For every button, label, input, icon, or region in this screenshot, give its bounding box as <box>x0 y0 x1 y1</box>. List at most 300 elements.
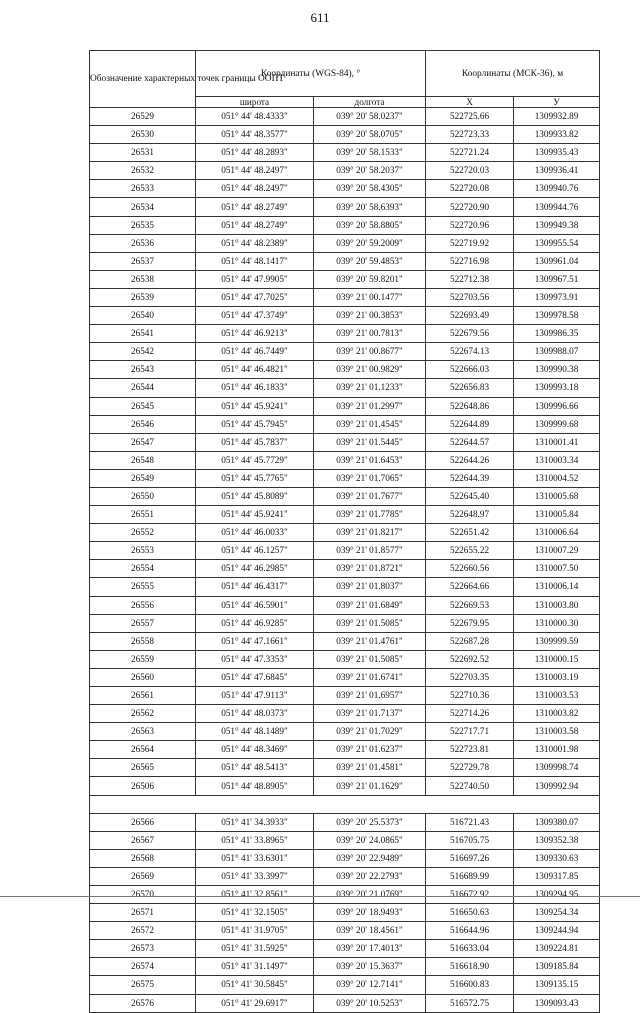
longitude-cell: 039° 20' 58.0705" <box>314 126 426 144</box>
latitude-cell: 051° 44' 47.1661" <box>196 632 314 650</box>
y-cell: 1309135.15 <box>514 976 600 994</box>
y-cell: 1310006.14 <box>514 578 600 596</box>
longitude-cell: 039° 20' 58.1533" <box>314 144 426 162</box>
longitude-cell: 039° 21' 01.6957" <box>314 687 426 705</box>
longitude-cell: 039° 20' 18.9493" <box>314 904 426 922</box>
latitude-cell: 051° 44' 48.1417" <box>196 252 314 270</box>
longitude-cell: 039° 21' 01.7065" <box>314 469 426 487</box>
longitude-cell: 039° 21' 01.8217" <box>314 524 426 542</box>
y-cell: 1309949.38 <box>514 216 600 234</box>
longitude-cell: 039° 20' 10.5253" <box>314 994 426 1012</box>
longitude-cell: 039° 21' 01.8037" <box>314 578 426 596</box>
point-id-cell: 26566 <box>90 813 196 831</box>
x-cell: 516672.92 <box>426 885 514 903</box>
latitude-cell: 051° 44' 48.2749" <box>196 198 314 216</box>
point-id-cell: 26554 <box>90 560 196 578</box>
table-row <box>90 307 600 325</box>
point-id-cell: 26549 <box>90 469 196 487</box>
table-row <box>90 487 600 505</box>
longitude-cell: 039° 20' 22.9489" <box>314 849 426 867</box>
table-row <box>90 542 600 560</box>
table-row <box>90 596 600 614</box>
table-row <box>90 578 600 596</box>
longitude-cell: 039° 21' 01.4581" <box>314 759 426 777</box>
longitude-cell: 039° 20' 25.5373" <box>314 813 426 831</box>
table-row <box>90 940 600 958</box>
y-cell: 1309244.94 <box>514 922 600 940</box>
x-cell: 522720.96 <box>426 216 514 234</box>
longitude-cell: 039° 21' 01.5085" <box>314 614 426 632</box>
x-cell: 522666.03 <box>426 361 514 379</box>
point-id-cell: 26574 <box>90 958 196 976</box>
longitude-cell: 039° 21' 01.7785" <box>314 506 426 524</box>
latitude-cell: 051° 44' 48.4333" <box>196 108 314 126</box>
x-cell: 522703.35 <box>426 668 514 686</box>
latitude-cell: 051° 44' 45.7729" <box>196 451 314 469</box>
latitude-cell: 051° 44' 46.5901" <box>196 596 314 614</box>
latitude-cell: 051° 44' 46.4821" <box>196 361 314 379</box>
table-row <box>90 813 600 831</box>
table-row <box>90 108 600 126</box>
table-row <box>90 632 600 650</box>
latitude-cell: 051° 41' 33.8965" <box>196 831 314 849</box>
x-cell: 522645.40 <box>426 487 514 505</box>
table-row <box>90 270 600 288</box>
latitude-cell: 051° 44' 47.3749" <box>196 307 314 325</box>
point-id-cell: 26561 <box>90 687 196 705</box>
x-cell: 522648.97 <box>426 506 514 524</box>
point-id-cell: 26559 <box>90 650 196 668</box>
separator-cell <box>90 795 600 813</box>
x-cell: 516689.99 <box>426 867 514 885</box>
longitude-cell: 039° 21' 01.7677" <box>314 487 426 505</box>
y-cell: 1309978.58 <box>514 307 600 325</box>
point-id-cell: 26531 <box>90 144 196 162</box>
point-id-cell: 26569 <box>90 867 196 885</box>
latitude-cell: 051° 44' 48.2497" <box>196 180 314 198</box>
longitude-cell: 039° 20' 17.4013" <box>314 940 426 958</box>
table-row <box>90 180 600 198</box>
point-id-cell: 26538 <box>90 270 196 288</box>
y-cell: 1309990.38 <box>514 361 600 379</box>
latitude-cell: 051° 41' 32.1505" <box>196 904 314 922</box>
header-y: У <box>514 97 600 108</box>
latitude-cell: 051° 44' 46.9213" <box>196 325 314 343</box>
latitude-cell: 051° 44' 46.1833" <box>196 379 314 397</box>
latitude-cell: 051° 41' 32.8561" <box>196 885 314 903</box>
point-id-cell: 26563 <box>90 723 196 741</box>
table-row <box>90 560 600 578</box>
x-cell: 522714.26 <box>426 705 514 723</box>
point-id-cell: 26506 <box>90 777 196 795</box>
y-cell: 1310003.53 <box>514 687 600 705</box>
x-cell: 522717.71 <box>426 723 514 741</box>
latitude-cell: 051° 44' 48.2389" <box>196 234 314 252</box>
y-cell: 1309093.43 <box>514 994 600 1012</box>
point-id-cell: 26533 <box>90 180 196 198</box>
y-cell: 1309993.18 <box>514 379 600 397</box>
longitude-cell: 039° 21' 00.3853" <box>314 307 426 325</box>
x-cell: 516644.96 <box>426 922 514 940</box>
latitude-cell: 051° 44' 48.2749" <box>196 216 314 234</box>
longitude-cell: 039° 21' 00.1477" <box>314 288 426 306</box>
y-cell: 1310003.58 <box>514 723 600 741</box>
x-cell: 516633.04 <box>426 940 514 958</box>
latitude-cell: 051° 41' 29.6917" <box>196 994 314 1012</box>
longitude-cell: 039° 21' 01.4545" <box>314 415 426 433</box>
separator-row <box>90 795 600 813</box>
longitude-cell: 039° 21' 00.7813" <box>314 325 426 343</box>
y-cell: 1309185.84 <box>514 958 600 976</box>
y-cell: 1309986.35 <box>514 325 600 343</box>
point-id-cell: 26550 <box>90 487 196 505</box>
point-id-cell: 26551 <box>90 506 196 524</box>
y-cell: 1310006.64 <box>514 524 600 542</box>
y-cell: 1309999.68 <box>514 415 600 433</box>
table-row <box>90 650 600 668</box>
point-id-cell: 26570 <box>90 885 196 903</box>
y-cell: 1309961.04 <box>514 252 600 270</box>
latitude-cell: 051° 41' 31.9705" <box>196 922 314 940</box>
latitude-cell: 051° 41' 33.3997" <box>196 867 314 885</box>
y-cell: 1309944.76 <box>514 198 600 216</box>
y-cell: 1309955.54 <box>514 234 600 252</box>
point-id-cell: 26568 <box>90 849 196 867</box>
latitude-cell: 051° 44' 46.2985" <box>196 560 314 578</box>
table-row <box>90 885 600 903</box>
point-id-cell: 26534 <box>90 198 196 216</box>
x-cell: 522740.50 <box>426 777 514 795</box>
x-cell: 522712.38 <box>426 270 514 288</box>
latitude-cell: 051° 41' 33.6301" <box>196 849 314 867</box>
x-cell: 516697.26 <box>426 849 514 867</box>
longitude-cell: 039° 21' 01.6741" <box>314 668 426 686</box>
longitude-cell: 039° 21' 01.1629" <box>314 777 426 795</box>
point-id-cell: 26547 <box>90 433 196 451</box>
y-cell: 1310003.80 <box>514 596 600 614</box>
y-cell: 1309940.76 <box>514 180 600 198</box>
longitude-cell: 039° 21' 01.6849" <box>314 596 426 614</box>
x-cell: 516705.75 <box>426 831 514 849</box>
y-cell: 1310007.50 <box>514 560 600 578</box>
coordinates-table <box>89 50 600 1013</box>
table-row <box>90 922 600 940</box>
point-id-cell: 26532 <box>90 162 196 180</box>
longitude-cell: 039° 20' 58.2037" <box>314 162 426 180</box>
point-id-cell: 26537 <box>90 252 196 270</box>
point-id-cell: 26576 <box>90 994 196 1012</box>
latitude-cell: 051° 44' 46.7449" <box>196 343 314 361</box>
longitude-cell: 039° 20' 21.0769" <box>314 885 426 903</box>
y-cell: 1310000.30 <box>514 614 600 632</box>
x-cell: 522664.66 <box>426 578 514 596</box>
latitude-cell: 051° 44' 48.1489" <box>196 723 314 741</box>
point-id-cell: 26541 <box>90 325 196 343</box>
table-row <box>90 469 600 487</box>
y-cell: 1310007.29 <box>514 542 600 560</box>
y-cell: 1309998.74 <box>514 759 600 777</box>
x-cell: 522644.57 <box>426 433 514 451</box>
point-id-cell: 26544 <box>90 379 196 397</box>
x-cell: 522710.36 <box>426 687 514 705</box>
latitude-cell: 051° 44' 46.9285" <box>196 614 314 632</box>
x-cell: 522720.90 <box>426 198 514 216</box>
point-id-cell: 26543 <box>90 361 196 379</box>
longitude-cell: 039° 21' 01.1233" <box>314 379 426 397</box>
longitude-cell: 039° 21' 01.5085" <box>314 650 426 668</box>
longitude-cell: 039° 20' 18.4561" <box>314 922 426 940</box>
table-row <box>90 252 600 270</box>
table-row <box>90 397 600 415</box>
x-cell: 522716.98 <box>426 252 514 270</box>
latitude-cell: 051° 44' 47.6845" <box>196 668 314 686</box>
longitude-cell: 039° 20' 24.0865" <box>314 831 426 849</box>
table-row <box>90 415 600 433</box>
x-cell: 516600.83 <box>426 976 514 994</box>
y-cell: 1310004.52 <box>514 469 600 487</box>
x-cell: 522674.13 <box>426 343 514 361</box>
table-row <box>90 144 600 162</box>
x-cell: 522720.03 <box>426 162 514 180</box>
y-cell: 1309935.43 <box>514 144 600 162</box>
table-row <box>90 831 600 849</box>
table-row <box>90 904 600 922</box>
y-cell: 1309936.41 <box>514 162 600 180</box>
latitude-cell: 051° 44' 48.2893" <box>196 144 314 162</box>
table-row <box>90 741 600 759</box>
page-number: 611 <box>310 10 330 25</box>
point-id-cell: 26546 <box>90 415 196 433</box>
x-cell: 522655.22 <box>426 542 514 560</box>
point-id-cell: 26529 <box>90 108 196 126</box>
point-id-cell: 26553 <box>90 542 196 560</box>
point-id-cell: 26540 <box>90 307 196 325</box>
point-id-cell: 26557 <box>90 614 196 632</box>
point-id-cell: 26556 <box>90 596 196 614</box>
longitude-cell: 039° 20' 58.4305" <box>314 180 426 198</box>
y-cell: 1310003.34 <box>514 451 600 469</box>
table-row <box>90 361 600 379</box>
x-cell: 522725.66 <box>426 108 514 126</box>
latitude-cell: 051° 44' 47.7025" <box>196 288 314 306</box>
longitude-cell: 039° 20' 22.2793" <box>314 867 426 885</box>
point-id-cell: 26545 <box>90 397 196 415</box>
latitude-cell: 051° 44' 48.5413" <box>196 759 314 777</box>
latitude-cell: 051° 44' 48.3577" <box>196 126 314 144</box>
table-row <box>90 379 600 397</box>
header-point-designation: Обозначение характерных точек границы ООПТ <box>90 51 196 108</box>
latitude-cell: 051° 41' 31.1497" <box>196 958 314 976</box>
x-cell: 522669.53 <box>426 596 514 614</box>
x-cell: 522729.78 <box>426 759 514 777</box>
table-row <box>90 216 600 234</box>
y-cell: 1309933.82 <box>514 126 600 144</box>
y-cell: 1310001.41 <box>514 433 600 451</box>
x-cell: 522679.56 <box>426 325 514 343</box>
table-row <box>90 976 600 994</box>
x-cell: 522693.49 <box>426 307 514 325</box>
x-cell: 522648.86 <box>426 397 514 415</box>
table-row <box>90 343 600 361</box>
x-cell: 522651.42 <box>426 524 514 542</box>
point-id-cell: 26565 <box>90 759 196 777</box>
y-cell: 1309973.91 <box>514 288 600 306</box>
latitude-cell: 051° 44' 45.9241" <box>196 506 314 524</box>
y-cell: 1309992.94 <box>514 777 600 795</box>
table-row <box>90 994 600 1012</box>
point-id-cell: 26571 <box>90 904 196 922</box>
table-row <box>90 288 600 306</box>
longitude-cell: 039° 21' 01.5445" <box>314 433 426 451</box>
x-cell: 522723.33 <box>426 126 514 144</box>
x-cell: 522644.89 <box>426 415 514 433</box>
y-cell: 1310003.82 <box>514 705 600 723</box>
table-row <box>90 234 600 252</box>
x-cell: 522656.83 <box>426 379 514 397</box>
longitude-cell: 039° 21' 01.6453" <box>314 451 426 469</box>
latitude-cell: 051° 44' 47.9113" <box>196 687 314 705</box>
x-cell: 522687.28 <box>426 632 514 650</box>
y-cell: 1309294.95 <box>514 885 600 903</box>
latitude-cell: 051° 44' 46.0033" <box>196 524 314 542</box>
point-id-cell: 26530 <box>90 126 196 144</box>
latitude-cell: 051° 41' 34.3933" <box>196 813 314 831</box>
longitude-cell: 039° 21' 01.8577" <box>314 542 426 560</box>
longitude-cell: 039° 20' 58.6393" <box>314 198 426 216</box>
table-row <box>90 705 600 723</box>
x-cell: 522692.52 <box>426 650 514 668</box>
x-cell: 522719.92 <box>426 234 514 252</box>
header-latitude: широта <box>196 97 314 108</box>
y-cell: 1309988.07 <box>514 343 600 361</box>
x-cell: 522679.95 <box>426 614 514 632</box>
y-cell: 1310005.68 <box>514 487 600 505</box>
latitude-cell: 051° 44' 48.3469" <box>196 741 314 759</box>
latitude-cell: 051° 44' 48.0373" <box>196 705 314 723</box>
x-cell: 516650.63 <box>426 904 514 922</box>
longitude-cell: 039° 21' 01.7137" <box>314 705 426 723</box>
table-row <box>90 325 600 343</box>
point-id-cell: 26536 <box>90 234 196 252</box>
latitude-cell: 051° 41' 31.5925" <box>196 940 314 958</box>
table-row <box>90 958 600 976</box>
table-row <box>90 126 600 144</box>
point-id-cell: 26542 <box>90 343 196 361</box>
longitude-cell: 039° 21' 00.8677" <box>314 343 426 361</box>
table-row <box>90 451 600 469</box>
y-cell: 1310000.15 <box>514 650 600 668</box>
x-cell: 516721.43 <box>426 813 514 831</box>
point-id-cell: 26548 <box>90 451 196 469</box>
longitude-cell: 039° 20' 59.2009" <box>314 234 426 252</box>
y-cell: 1309932.89 <box>514 108 600 126</box>
x-cell: 522703.56 <box>426 288 514 306</box>
longitude-cell: 039° 21' 01.4761" <box>314 632 426 650</box>
latitude-cell: 051° 44' 46.1257" <box>196 542 314 560</box>
point-id-cell: 26560 <box>90 668 196 686</box>
longitude-cell: 039° 20' 58.0237" <box>314 108 426 126</box>
point-id-cell: 26575 <box>90 976 196 994</box>
longitude-cell: 039° 21' 01.6237" <box>314 741 426 759</box>
latitude-cell: 051° 44' 45.7945" <box>196 415 314 433</box>
x-cell: 516572.75 <box>426 994 514 1012</box>
y-cell: 1309999.59 <box>514 632 600 650</box>
point-id-cell: 26562 <box>90 705 196 723</box>
table-row <box>90 162 600 180</box>
table-row <box>90 777 600 795</box>
y-cell: 1309967.51 <box>514 270 600 288</box>
y-cell: 1309330.63 <box>514 849 600 867</box>
table-row <box>90 867 600 885</box>
x-cell: 516618.90 <box>426 958 514 976</box>
header-x: X <box>426 97 514 108</box>
longitude-cell: 039° 21' 01.7029" <box>314 723 426 741</box>
x-cell: 522660.56 <box>426 560 514 578</box>
point-id-cell: 26539 <box>90 288 196 306</box>
latitude-cell: 051° 41' 30.5845" <box>196 976 314 994</box>
point-id-cell: 26573 <box>90 940 196 958</box>
point-id-cell: 26552 <box>90 524 196 542</box>
y-cell: 1309317.85 <box>514 867 600 885</box>
longitude-cell: 039° 20' 15.3637" <box>314 958 426 976</box>
header-longitude: долгота <box>314 97 426 108</box>
longitude-cell: 039° 21' 01.8721" <box>314 560 426 578</box>
header-msk36: Коорлинаты (МСК-36), м <box>426 51 600 97</box>
longitude-cell: 039° 21' 01.2997" <box>314 397 426 415</box>
table-row <box>90 614 600 632</box>
y-cell: 1309996.66 <box>514 397 600 415</box>
y-cell: 1309380.07 <box>514 813 600 831</box>
longitude-cell: 039° 20' 59.8201" <box>314 270 426 288</box>
table-row <box>90 506 600 524</box>
point-id-cell: 26567 <box>90 831 196 849</box>
y-cell: 1310003.19 <box>514 668 600 686</box>
table-row <box>90 198 600 216</box>
x-cell: 522644.39 <box>426 469 514 487</box>
longitude-cell: 039° 21' 00.9829" <box>314 361 426 379</box>
latitude-cell: 051° 44' 48.2497" <box>196 162 314 180</box>
latitude-cell: 051° 44' 45.9241" <box>196 397 314 415</box>
point-id-cell: 26535 <box>90 216 196 234</box>
latitude-cell: 051° 44' 47.9905" <box>196 270 314 288</box>
point-id-cell: 26572 <box>90 922 196 940</box>
y-cell: 1309254.34 <box>514 904 600 922</box>
longitude-cell: 039° 20' 59.4853" <box>314 252 426 270</box>
point-id-cell: 26555 <box>90 578 196 596</box>
bottom-rule <box>0 896 640 897</box>
latitude-cell: 051° 44' 46.4317" <box>196 578 314 596</box>
latitude-cell: 051° 44' 48.8905" <box>196 777 314 795</box>
table-row <box>90 433 600 451</box>
point-id-cell: 26558 <box>90 632 196 650</box>
longitude-cell: 039° 20' 12.7141" <box>314 976 426 994</box>
table-row <box>90 668 600 686</box>
table-row <box>90 849 600 867</box>
y-cell: 1310005.84 <box>514 506 600 524</box>
latitude-cell: 051° 44' 47.3353" <box>196 650 314 668</box>
x-cell: 522723.81 <box>426 741 514 759</box>
longitude-cell: 039° 20' 58.8805" <box>314 216 426 234</box>
x-cell: 522721.24 <box>426 144 514 162</box>
header-wgs84: Координаты (WGS-84), ° <box>196 51 426 97</box>
y-cell: 1309352.38 <box>514 831 600 849</box>
x-cell: 522720.08 <box>426 180 514 198</box>
table-row <box>90 524 600 542</box>
y-cell: 1309224.81 <box>514 940 600 958</box>
table-row <box>90 723 600 741</box>
table-body <box>90 108 600 1013</box>
latitude-cell: 051° 44' 45.7765" <box>196 469 314 487</box>
